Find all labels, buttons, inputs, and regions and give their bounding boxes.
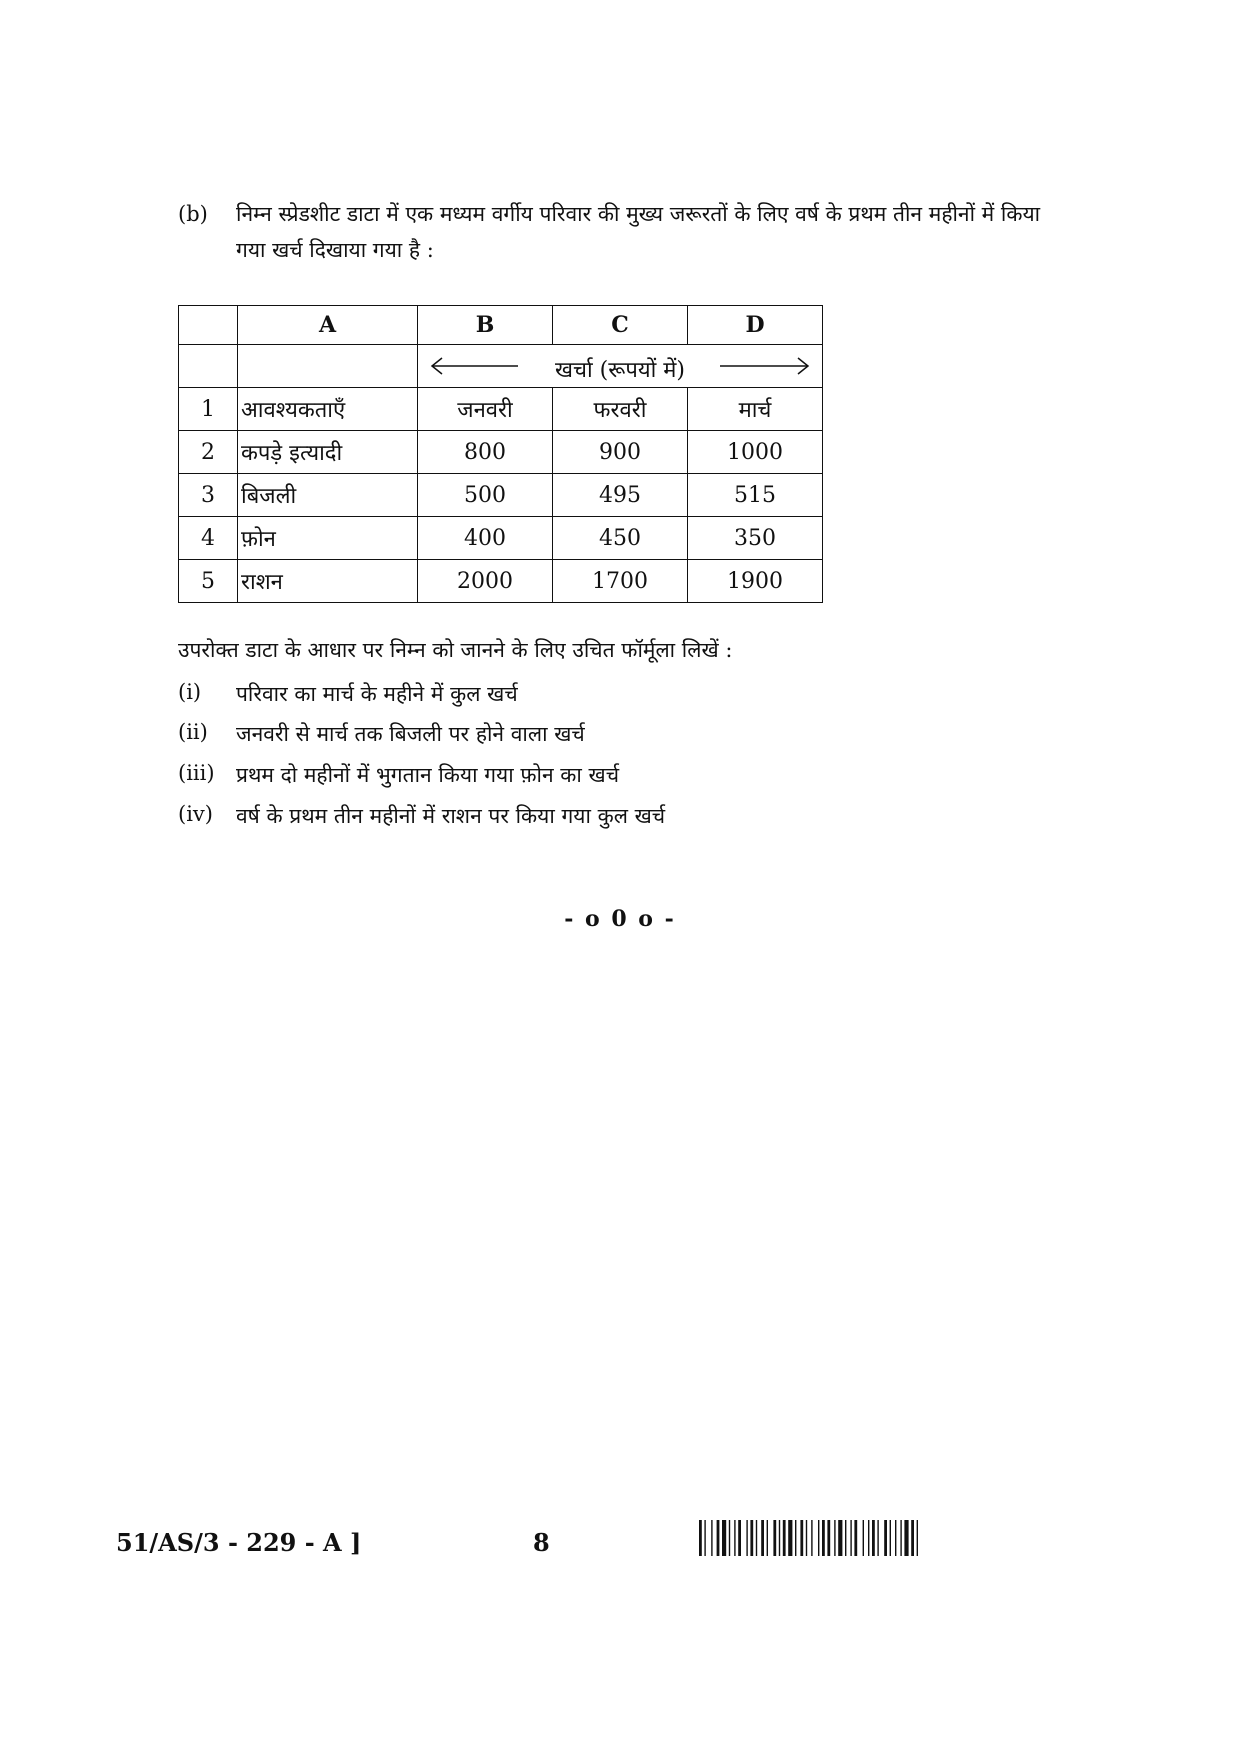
sub-question-ii: [178, 720, 1078, 756]
span-label: खर्चा (रूपयों में): [554, 358, 686, 383]
question-marker: (b): [178, 202, 208, 226]
table-row: [179, 431, 823, 474]
cell-d: 1000: [688, 431, 823, 474]
row-number: 4: [179, 517, 238, 560]
sub-question-marker: (i): [178, 680, 202, 704]
sub-question-text: वर्ष के प्रथम तीन महीनों में राशन पर किया गया कुल खर्च: [236, 804, 666, 828]
column-header-row: [179, 306, 823, 345]
paper-code: 51/AS/3 - 229 - A ]: [116, 1528, 362, 1557]
sub-question-text: जनवरी से मार्च तक बिजली पर होने वाला खर्च: [236, 722, 585, 746]
table-row: [179, 474, 823, 517]
cell-a: बिजली: [238, 474, 418, 517]
row-number: 1: [179, 388, 238, 431]
cell-d: 350: [688, 517, 823, 560]
sub-question-i: [178, 680, 1078, 716]
sub-question-iv: [178, 802, 1078, 838]
cell-a: आवश्यकताएँ: [238, 388, 418, 431]
cell-c: 495: [553, 474, 688, 517]
row-number: 2: [179, 431, 238, 474]
end-mark: - o 0 o -: [564, 906, 676, 932]
cell-c: फरवरी: [553, 388, 688, 431]
sub-question-iii: [178, 761, 1078, 797]
cell-d: मार्च: [688, 388, 823, 431]
sub-question-text: परिवार का मार्च के महीने में कुल खर्च: [236, 682, 518, 706]
cell-b: 2000: [418, 560, 553, 603]
instruction-text: उपरोक्त डाटा के आधार पर निम्न को जानने के लिए उचित फॉर्मूला लिखें :: [178, 638, 733, 662]
question-text: निम्न स्प्रेडशीट डाटा में एक मध्यम वर्गीय परिवार की मुख्य जरूरतों के लिए वर्ष के प्रथम तीन महीनों में किया गया खर्च दिखाया गया है :: [236, 202, 1041, 262]
barcode-icon: [699, 1520, 999, 1556]
corner-cell: [179, 306, 238, 345]
cell-b: 500: [418, 474, 553, 517]
sub-question-marker: (iii): [178, 761, 215, 785]
cell-b: 800: [418, 431, 553, 474]
table-row: [179, 388, 823, 431]
cell-a: राशन: [238, 560, 418, 603]
col-header-c: C: [553, 306, 688, 345]
row-number: 3: [179, 474, 238, 517]
table-row: [179, 517, 823, 560]
cell-d: 1900: [688, 560, 823, 603]
cell-c: 1700: [553, 560, 688, 603]
empty-cell: [179, 345, 238, 388]
cell-c: 450: [553, 517, 688, 560]
page-number: 8: [533, 1528, 550, 1557]
expense-span-cell: [418, 345, 823, 388]
cell-a: फ़ोन: [238, 517, 418, 560]
cell-c: 900: [553, 431, 688, 474]
col-header-b: B: [418, 306, 553, 345]
sub-question-marker: (ii): [178, 720, 208, 744]
sub-question-marker: (iv): [178, 802, 213, 826]
cell-b: 400: [418, 517, 553, 560]
empty-cell: [238, 345, 418, 388]
cell-b: जनवरी: [418, 388, 553, 431]
col-header-a: A: [238, 306, 418, 345]
expense-table: [178, 305, 823, 603]
cell-d: 515: [688, 474, 823, 517]
table-row: [179, 560, 823, 603]
sub-question-text: प्रथम दो महीनों में भुगतान किया गया फ़ोन का खर्च: [236, 763, 620, 787]
span-row: [179, 345, 823, 388]
col-header-d: D: [688, 306, 823, 345]
cell-a: कपड़े इत्यादी: [238, 431, 418, 474]
row-number: 5: [179, 560, 238, 603]
